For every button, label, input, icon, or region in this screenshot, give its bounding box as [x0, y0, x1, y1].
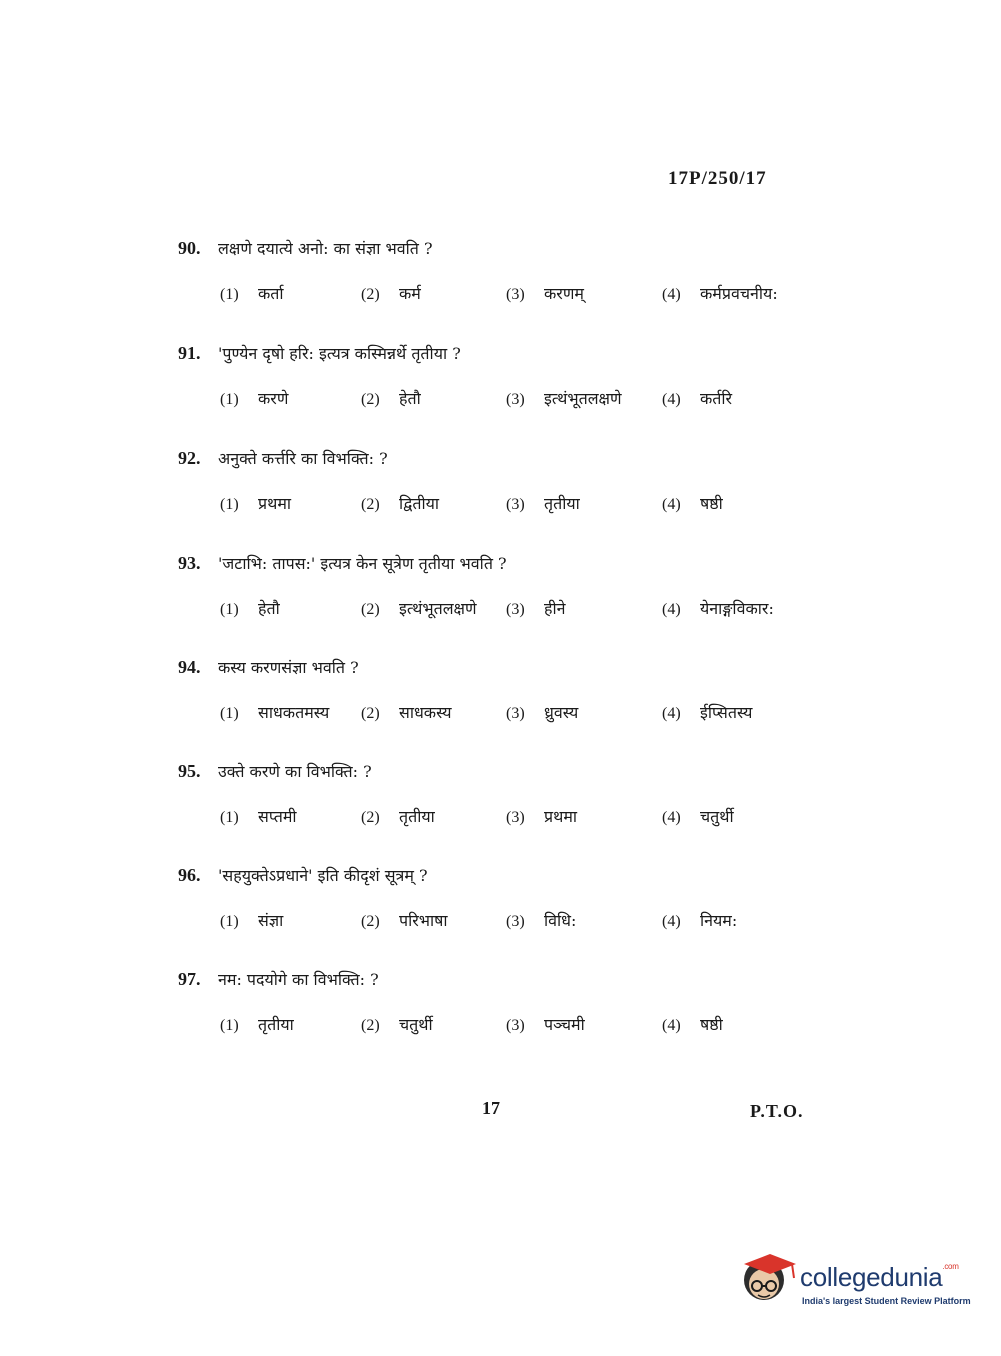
option-1: (1) हेतौ	[220, 599, 280, 618]
option-2: (2) कर्म	[361, 284, 421, 303]
collegedunia-logo	[740, 1248, 970, 1312]
option-1: (1) संज्ञा	[220, 911, 284, 930]
paper-code: 17P/250/17	[668, 168, 767, 189]
option-3: (3) हीने	[506, 599, 566, 618]
brand-name: collegedunia$^{.com}$	[800, 1262, 959, 1292]
option-3: (3) ध्रुवस्य	[506, 703, 579, 722]
option-4: (4) कर्तरि	[662, 389, 733, 408]
option-2: (2) परिभाषा	[361, 911, 448, 930]
question-number: 92.	[178, 448, 201, 468]
options-row	[178, 491, 878, 517]
option-2: (2) हेतौ	[361, 389, 421, 408]
question-96	[178, 862, 878, 934]
question-text: अनुक्ते कर्त्तरि का विभक्ति: ?	[218, 449, 388, 468]
option-4: (4) ईप्सितस्य	[662, 703, 753, 722]
options-row	[178, 596, 878, 622]
option-2: (2) द्वितीया	[361, 494, 440, 513]
options-row	[178, 386, 878, 412]
question-number: 91.	[178, 343, 201, 363]
question-text: कस्य करणसंज्ञा भवति ?	[218, 658, 359, 677]
brand-domain: .com	[942, 1262, 959, 1271]
question-90	[178, 235, 878, 307]
option-1: (1) प्रथमा	[220, 494, 292, 513]
option-2: (2) साधकस्य	[361, 703, 452, 722]
options-row	[178, 804, 878, 830]
option-3: (3) पञ्चमी	[506, 1015, 585, 1034]
options-row	[178, 908, 878, 934]
option-2: (2) चतुर्थी	[361, 1015, 433, 1034]
option-3: (3) विधि:	[506, 911, 577, 930]
option-4: (4) नियम:	[662, 911, 738, 930]
pto-label: P.T.O.	[750, 1101, 804, 1121]
option-1: (1) साधकतमस्य	[220, 703, 330, 722]
question-text: 'जटाभि: तापस:' इत्यत्र केन सूत्रेण तृतीया भवति ?	[218, 554, 507, 573]
question-text: लक्षणे दयात्ये अनो: का संज्ञा भवति ?	[218, 239, 433, 258]
question-text: 'पुण्येन दृषो हरि: इत्यत्र कस्मिन्नर्थे तृतीया ?	[218, 344, 461, 363]
question-91	[178, 340, 878, 412]
options-row	[178, 700, 878, 726]
question-number: 97.	[178, 969, 201, 989]
option-4: (4) कर्मप्रवचनीय:	[662, 284, 778, 303]
option-2: (2) इत्थंभूतलक्षणे	[361, 599, 477, 618]
question-95	[178, 758, 878, 830]
option-4: (4) येनाङ्गविकार:	[662, 599, 774, 618]
question-97	[178, 966, 878, 1038]
brand-tagline: India's largest Student Review Platform	[802, 1296, 971, 1306]
option-4: (4) षष्ठी	[662, 494, 723, 513]
question-text: नम: पदयोगे का विभक्ति: ?	[218, 970, 379, 989]
option-1: (1) कर्ता	[220, 284, 284, 303]
options-row	[178, 281, 878, 307]
question-number: 94.	[178, 657, 201, 677]
question-number: 95.	[178, 761, 201, 781]
option-1: (1) तृतीया	[220, 1015, 294, 1034]
question-number: 93.	[178, 553, 201, 573]
question-text: 'सहयुक्तेऽप्रधाने' इति कीदृशं सूत्रम् ?	[218, 866, 428, 885]
question-92	[178, 445, 878, 517]
page-number: 17	[482, 1098, 500, 1118]
question-text: उक्ते करणे का विभक्ति: ?	[218, 762, 372, 781]
option-1: (1) करणे	[220, 389, 289, 408]
mascot-icon	[740, 1248, 800, 1310]
option-3: (3) इत्थंभूतलक्षणे	[506, 389, 622, 408]
option-3: (3) प्रथमा	[506, 807, 578, 826]
option-1: (1) सप्तमी	[220, 807, 297, 826]
option-3: (3) तृतीया	[506, 494, 580, 513]
option-4: (4) चतुर्थी	[662, 807, 734, 826]
option-2: (2) तृतीया	[361, 807, 435, 826]
question-94	[178, 654, 878, 726]
option-3: (3) करणम्	[506, 284, 584, 303]
question-number: 90.	[178, 238, 201, 258]
question-93	[178, 550, 878, 622]
options-row	[178, 1012, 878, 1038]
question-number: 96.	[178, 865, 201, 885]
option-4: (4) षष्ठी	[662, 1015, 723, 1034]
